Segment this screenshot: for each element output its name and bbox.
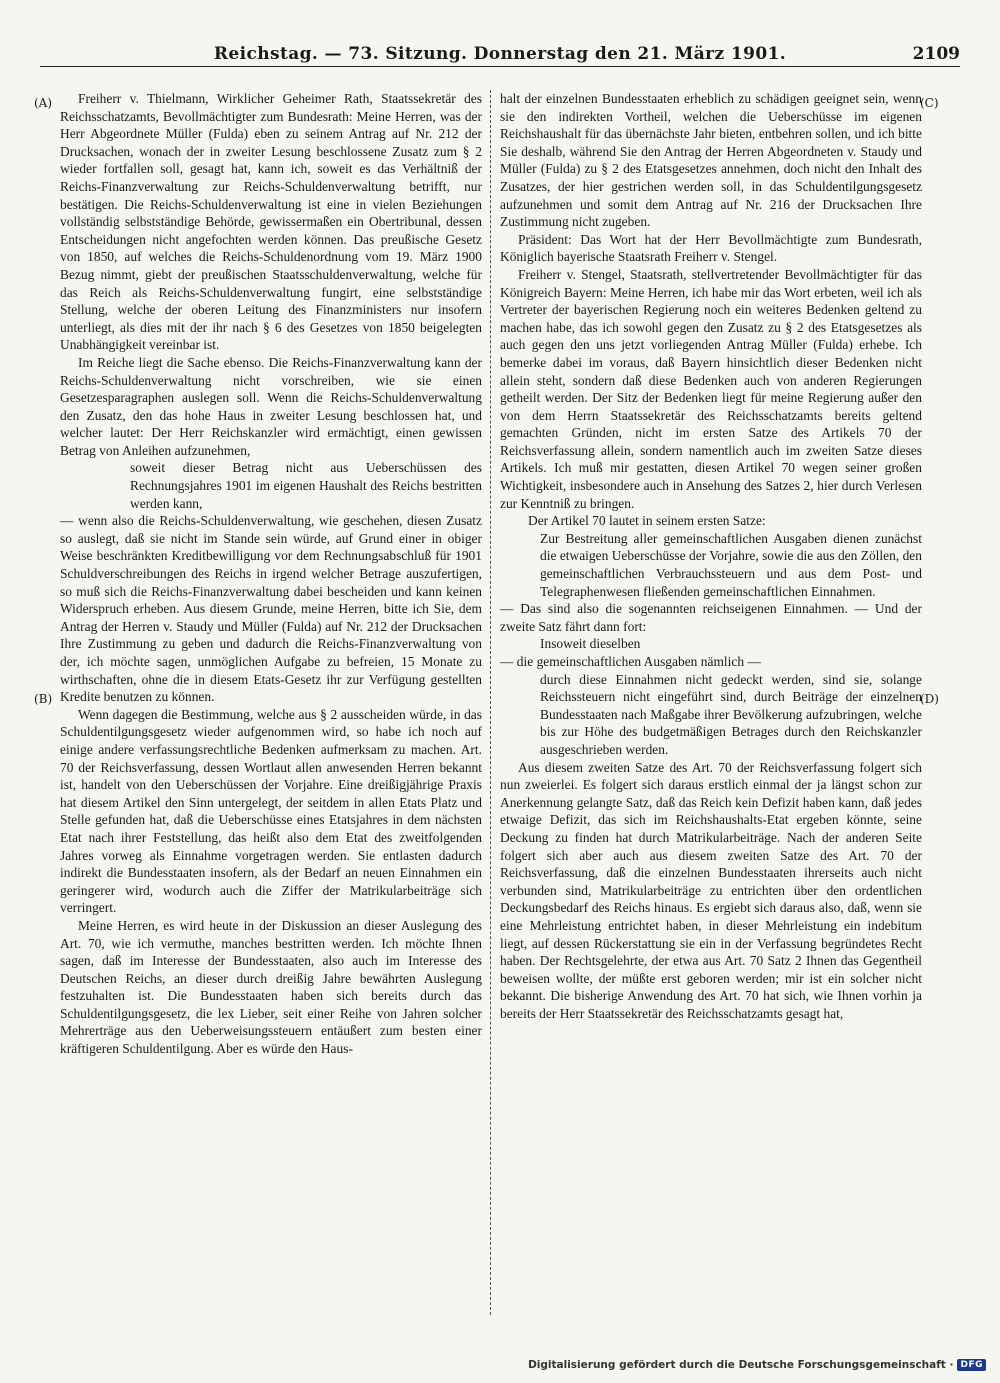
paragraph: — wenn also die Reichs-Schuldenverwaltung, wie geschehen, diesen Zusatz so auslegt, daß sie nicht im Stande sein würde, auf Grund einer in obiger Weise beschränkten Kreditbewilligung vor dem Rechnungsabschluß für 1901 Schuldverschreibungen des Reichs in irgend welcher Betrage auszufertigen, so muß sich die Reichs-Finanzverwaltung dabei bescheiden und kann keinen Widerspruch erheben. Aus diesem Grunde, meine Herren, bitte ich Sie, dem Antrag der Herren v. Staudy und Müller (Fulda) auf Nr. 212 der Drucksachen Ihre Zustimmung zu geben und dadurch die Reichs-Finanzverwaltung von der, ich möchte sagen, unmöglichen Aufgabe zu befreien, 15 Monate zu wirthschaften, ohne die in diesem Etats-Gesetz ihr zur Verfügung gestellten Kredite benutzen zu können. [60,513,482,705]
page-number: 2109 [912,44,960,64]
paragraph: Freiherr v. Stengel, Staatsrath, stellvertretender Bevollmächtigter für das Königreich Bayern: Meine Herren, ich habe mir das Wort erbeten, weil ich als Vertreter der bayerischen Regierung noch ein weiteres Bedenken geltend zu machen habe, das ich sowohl gegen den Zusatz zu § 2 des Etatsgesetzes als auch gegen den uns jetzt vorliegenden Antrag Müller (Fulda) erhebe. Ich bemerke dabei im voraus, daß Bayern hinsichtlich dieser Bedenken nicht allein steht, sondern daß diese Bedenken auch von anderen Regierungen getheilt werden. Der Sitz der Bedenken liegt für meine Regierung außer den von dem Herrn Staatssekretär des Reichsschatzamts bereits geltend gemachten Gründen, nicht im ersten Satze des Artikels 70 der Reichsverfassung allein, sondern namentlich auch im zweiten Satze dieses Artikels. Ich muß mir gestatten, diesen Artikel 70 wegen seiner großen Wichtigkeit, insbesondere auch in Ansehung des Satzes 2, hier durch Verlesen zur Kenntniß zu bringen. [500,266,922,511]
dfg-logo-icon: DFG [957,1359,986,1371]
right-column [500,90,922,1022]
quoted-text: Zur Bestreitung aller gemeinschaftlichen Ausgaben dienen zunächst die etwaigen Ueberschüsse der Vorjahre, sowie die aus den Zöllen, den gemeinschaftlichen Verbrauchssteuern und aus dem Post- und Telegraphenwesen fließenden gemeinschaftlichen Einnahmen. [540,530,922,599]
paragraph: Der Artikel 70 lautet in seinem ersten Satze: [528,513,766,529]
paragraph: Meine Herren, es wird heute in der Diskussion an dieser Auslegung des Art. 70, wie ich vermuthe, manches bestritten werden. Ich möchte Ihnen sagen, daß im Interesse der Bundesstaaten, also auch im Interesse des Deutschen Reichs, an dieser durch dreißig Jahre bewährten Auslegung festzuhalten ist. Die Bundesstaaten haben sich bereits durch das Schuldentilgungsgesetz, die lex Lieber, seit einer Reihe von Jahren solcher Mehrerträge aus den Ueberweisungssteuern entäußert zum besten einer kräftigeren Schuldentilgung. Aber es würde den Haus- [60,917,482,1057]
paragraph: Freiherr v. Thielmann, Wirklicher Geheimer Rath, Staatssekretär des Reichsschatzamts, Bevollmächtigter zum Bundesrath: Meine Herren, was der Herr Abgeordnete Müller (Fulda) eben zu seinem Antrag auf Nr. 212 der Drucksachen, wonach der in zweiter Lesung beschlossene Zusatz zum § 2 wieder fortfallen soll, gesagt hat, kann ich, soweit es das Verhältniß der Reichs-Finanzverwaltung zur Reichs-Schuldenverwaltung betrifft, nur bestätigen. Die Reichs-Schuldenverwaltung ist eine in vielen Beziehungen vollständig selbstständige Behörde, gewissermaßen ein Obertribunal, dessen Entscheidungen nicht angefochten werden können. Das preußische Gesetz von 1850, auf welches die Reichs-Schuldenordnung vom 19. März 1900 Bezug nimmt, giebt der preußischen Staatsschuldenverwaltung, welche für das Reich als Reichs-Schuldenverwaltung fungirt, eine selbstständige Stellung, welche der oberen Leitung des Finanzministers nur insofern unterliegt, als dies mit der ihr nach § 6 des Gesetzes von 1850 beigelegten Unabhängigkeit vereinbar ist. [60,91,482,353]
paragraph: Aus diesem zweiten Satze des Art. 70 der Reichsverfassung folgert sich nun zweierlei. Es folgert sich daraus erstlich einmal der ja längst schon zur Anerkennung gelangte Satz, daß das Reich kein Defizit haben kann, daß jedes etwaige Defizit, das sich im Reichshaushalts-Etat ergeben könnte, seine Deckung zu finden hat durch Matrikularbeiträge. Nach der anderen Seite folgert sich aber auch aus diesem zweiten Satze des Art. 70 der Reichsverfassung, daß die einzelnen Bundesstaaten ihrerseits auch nicht verbunden sind, Matrikularbeiträge zu entrichten über den ordentlichen Deckungsbedarf des Reichs hinaus. Es ergiebt sich daraus also, daß, wenn sie eine Mehrleistung entrichtet haben, in dieser Mehrleistung ein indebitum liegt, auf dessen Rückerstattung sie ein in der Verfassung begründetes Recht haben. Der Rechtsgelehrte, der etwa aus Art. 70 Satz 2 Ihnen das Gegentheil beweisen wollte, der müßte erst geboren werden; mir ist ein solcher nicht bekannt. Die bisherige Anwendung des Art. 70 hat sich, wie Ihnen vorhin ja bereits der Herr Staatssekretär des Reichsschatzamts gesagt hat, [500,759,922,1021]
page-header [40,44,960,67]
margin-marker-d: (D) [920,692,939,706]
footer [528,1359,986,1371]
quoted-text: soweit dieser Betrag nicht aus Ueberschüssen des Rechnungsjahres 1901 im eigenen Haushalt des Reichs bestritten werden kann, [130,460,482,511]
left-column [60,90,482,1058]
quoted-text: durch diese Einnahmen nicht gedeckt werden, sind sie, solange Reichssteuern nicht eingeführt sind, durch Beiträge der einzelnen Bundesstaaten nach Maßgabe ihrer Bevölkerung aufzubringen, welche bis zur Höhe des budgetmäßigen Betrages durch den Reichskanzler ausgeschrieben werden. [540,671,922,757]
footer-text: Digitalisierung gefördert durch die Deutsche Forschungsgemeinschaft · [528,1359,954,1371]
paragraph: Im Reiche liegt die Sache ebenso. Die Reichs-Finanzverwaltung kann der Reichs-Schuldenverwaltung nicht vorschreiben, wie sie einen Gesetzesparagraphen auslegen soll. Wenn die Reichs-Schuldenverwaltung den Zusatz, den das hohe Haus in zweiter Lesung beschlossen hat, und welcher lautet: Der Herr Reichskanzler wird ermächtigt, einen gewissen Betrag von Anleihen aufzunehmen, [60,354,482,458]
quoted-text: Insoweit dieselben [540,636,641,652]
paragraph: Präsident: Das Wort hat der Herr Bevollmächtigte zum Bundesrath, Königlich bayerische Staatsrath Freiherr v. Stengel. [500,231,922,265]
page-title: Reichstag. — 73. Sitzung. Donnerstag den 21. März 1901. [213,44,787,64]
paragraph: Wenn dagegen die Bestimmung, welche aus § 2 ausscheiden würde, in das Schuldentilgungsgesetz wieder aufgenommen wird, so habe ich noch auf einige andere verfassungsrechtliche Bedenken aufmerksam zu machen. Art. 70 der Reichsverfassung, dessen Wortlaut allen anwesenden Herren bekannt ist, handelt von den Ueberschüssen der Vorjahre. Eine dreißigjährige Praxis hat diesem Artikel den Sinn untergelegt, der seitdem in allen Etats Platz und Stelle gefunden hat, daß die Ueberschüsse eines Etatsjahres in dem nächsten Etat nach ihrer Feststellung, das heißt also dem Etat des zweitfolgenden Jahres vorweg als Einnahme vorgetragen werden. Sie entlasten dadurch indirekt die Bundesstaaten insofern, als der Bedarf an neuen Einnahmen ein geringerer wird, wodurch auch die Ziffer der Matrikularbeiträge sich verringert. [60,706,482,916]
margin-marker-b: (B) [34,692,53,706]
paragraph: halt der einzelnen Bundesstaaten erheblich zu schädigen geeignet sein, wenn sie den indirekten Vortheil, welchen die Ueberschüsse im eigenen Reichshaushalt für das übernächste Jahr bieten, entbehren sollen, und ich bitte Sie deshalb, während Sie den Antrag der Herren Abgeordneten v. Staudy und Müller (Fulda) zu § 2 des Etatsgesetzes annehmen, doch nicht den Inhalt des Zusatzes, der hier gestrichen werden soll, in das Schuldentilgungsgesetz aufzunehmen und somit dem Antrag auf Nr. 216 der Drucksachen Ihre Zustimmung nicht zugeben. [500,91,922,230]
margin-marker-c: (C) [920,96,939,110]
column-divider [490,90,491,1315]
paragraph: — die gemeinschaftlichen Ausgaben nämlich — [500,654,761,669]
paragraph: — Das sind also die sogenannten reichseigenen Einnahmen. — Und der zweite Satz fährt dann fort: [500,601,922,634]
margin-marker-a: (A) [34,96,53,110]
